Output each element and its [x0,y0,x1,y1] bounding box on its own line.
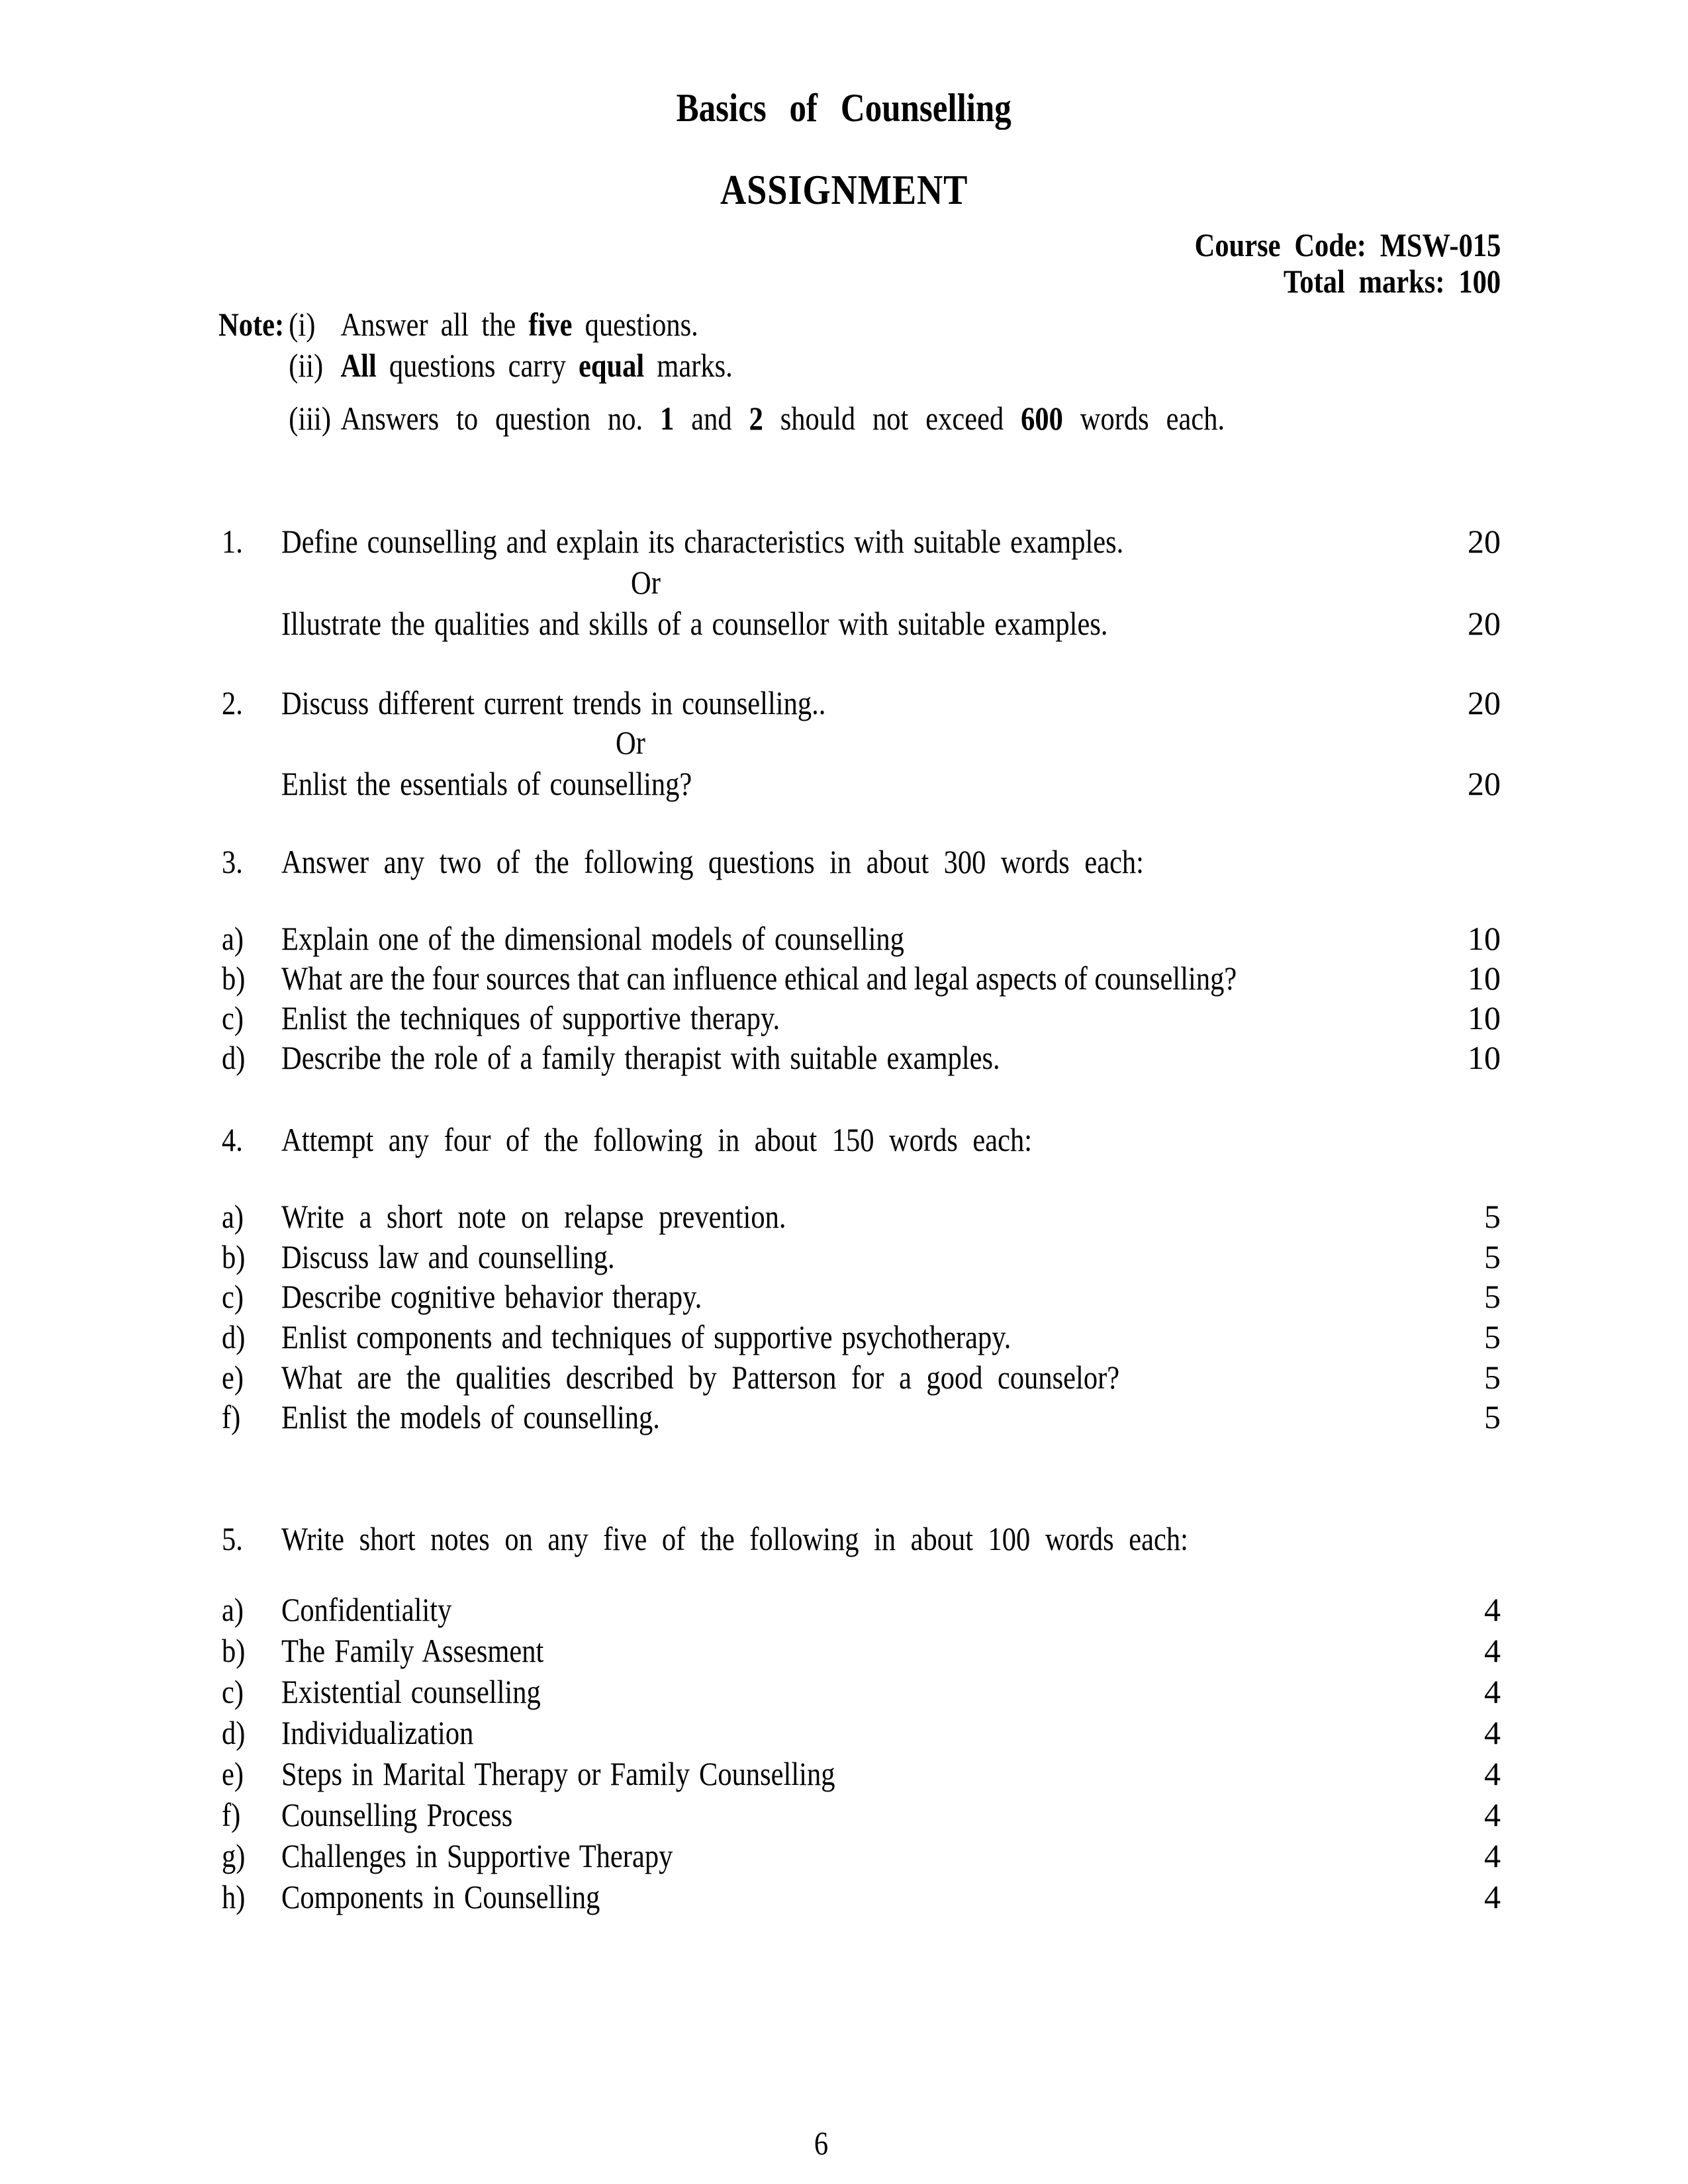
question-3-item-d [0,1040,1688,1082]
note-ii-prefix: (ii) [289,347,324,384]
list-item-marks: 5 [1484,1398,1501,1435]
question-2-number: 2. [222,684,243,721]
question-5-item-b [0,1633,1688,1675]
list-item-marks: 5 [1484,1359,1501,1396]
list-item-text: Steps in Marital Therapy or Family Counselling [281,1755,835,1792]
question-4-item-a [0,1199,1688,1241]
question-4-heading: Attempt any four of the following in about 150 words each: [281,1121,1033,1158]
question-4-item-e [0,1359,1688,1402]
list-item-letter: h) [222,1878,246,1915]
question-2-alt-marks: 20 [1468,765,1501,802]
page-number-text: 6 [814,2124,828,2161]
question-1-row [0,523,1688,566]
list-item-marks: 10 [1468,920,1501,957]
list-item-text: Components in Counselling [281,1878,600,1915]
list-item-text: Individualization [281,1714,474,1751]
list-item-text: Counselling Process [281,1796,513,1833]
list-item-marks: 5 [1484,1318,1501,1355]
list-item-text: Write a short note on relapse prevention. [281,1198,786,1235]
list-item-text: Enlist the models of counselling. [281,1398,660,1435]
question-3-item-c [0,1000,1688,1042]
assignment-heading [0,167,1688,213]
list-item-letter: b) [222,1238,246,1275]
list-item-letter: f) [222,1398,241,1435]
list-item-letter: g) [222,1837,246,1874]
question-4-item-f [0,1399,1688,1441]
question-2-alt-row [0,766,1688,808]
question-3-item-b [0,960,1688,1003]
question-3-heading: Answer any two of the following questions in about 300 words each: [281,843,1144,880]
note-iii-prefix: (iii) [289,400,331,437]
list-item-letter: a) [222,1591,244,1628]
list-item-marks: 4 [1484,1714,1501,1751]
list-item-text: What are the four sources that can influence ethical and legal aspects of counselling? [281,960,1237,997]
list-item-marks: 10 [1468,960,1501,997]
question-5-item-a [0,1592,1688,1634]
note-item-i: Note: (i) Answer all the five questions. [218,306,698,343]
list-item-text: Confidentiality [281,1591,452,1628]
note-item-ii: (ii) All questions carry equal marks. [289,347,733,384]
total-marks-line [1245,263,1501,300]
list-item-marks: 5 [1484,1198,1501,1235]
list-item-letter: b) [222,1632,246,1669]
list-item-text: Existential counselling [281,1673,541,1710]
question-4-heading-row [0,1122,1688,1164]
question-5-number: 5. [222,1520,243,1557]
list-item-text: Explain one of the dimensional models of counselling [281,920,904,957]
list-item-text: What are the qualities described by Patterson for a good counselor? [281,1359,1120,1396]
question-2-text: Discuss different current trends in counselling.. [281,684,826,721]
question-5-heading: Write short notes on any five of the following in about 100 words each: [281,1520,1188,1557]
list-item-letter: f) [222,1796,241,1833]
list-item-text: Challenges in Supportive Therapy [281,1837,673,1874]
course-code-label: Course Code: [1194,226,1366,263]
question-5-item-d [0,1715,1688,1757]
question-4-item-d [0,1319,1688,1361]
list-item-letter: e) [222,1359,244,1396]
question-1-number: 1. [222,523,243,560]
list-item-text: Discuss law and counselling. [281,1238,615,1275]
list-item-marks: 5 [1484,1238,1501,1275]
question-5-item-e [0,1756,1688,1798]
question-3-number: 3. [222,843,243,880]
list-item-letter: c) [222,1673,244,1710]
page-title-text: Basics of Counselling [676,86,1012,130]
question-5-item-g [0,1838,1688,1880]
note-i-prefix: (i) [289,306,316,343]
list-item-marks: 5 [1484,1278,1501,1315]
list-item-text: The Family Assesment [281,1632,544,1669]
list-item-letter: b) [222,960,246,997]
list-item-letter: c) [222,1278,244,1315]
list-item-marks: 4 [1484,1632,1501,1669]
list-item-marks: 10 [1468,999,1501,1036]
list-item-marks: 4 [1484,1591,1501,1628]
course-code-value: MSW-015 [1380,226,1501,263]
question-1-alt-marks: 20 [1468,605,1501,642]
list-item-letter: d) [222,1318,246,1355]
list-item-marks: 4 [1484,1673,1501,1710]
page-number [0,2125,1642,2161]
question-4-item-b [0,1239,1688,1281]
note-item-iii: (iii) Answers to question no. 1 and 2 should not exceed 600 words each. [289,400,1225,437]
question-2-marks: 20 [1468,684,1501,721]
question-1-text: Define counselling and explain its characteristics with suitable examples. [281,523,1124,560]
list-item-letter: c) [222,999,244,1036]
list-item-text: Describe the role of a family therapist with suitable examples. [281,1039,1000,1076]
page-title [0,86,1688,130]
question-4-number: 4. [222,1121,243,1158]
question-1-or-row [0,565,1688,607]
question-5-item-c [0,1674,1688,1716]
list-item-marks: 10 [1468,1039,1501,1076]
note-label: Note: [218,306,285,343]
question-1-marks: 20 [1468,523,1501,560]
question-2-or-row [0,725,1688,767]
question-5-item-f [0,1797,1688,1839]
list-item-letter: a) [222,1198,244,1235]
question-1-alt-row [0,606,1688,648]
or-separator: Or [616,724,645,761]
list-item-marks: 4 [1484,1755,1501,1792]
list-item-text: Describe cognitive behavior therapy. [281,1278,702,1315]
question-3-item-a [0,921,1688,963]
list-item-letter: d) [222,1714,246,1751]
question-4-item-c [0,1279,1688,1321]
question-2-row [0,685,1688,727]
list-item-letter: a) [222,920,244,957]
list-item-letter: e) [222,1755,244,1792]
or-separator: Or [631,564,661,601]
list-item-letter: d) [222,1039,246,1076]
question-5-item-h [0,1879,1688,1921]
question-5-heading-row [0,1521,1688,1563]
list-item-text: Enlist the techniques of supportive therapy. [281,999,780,1036]
assignment-heading-text: ASSIGNMENT [720,166,968,213]
list-item-marks: 4 [1484,1878,1501,1915]
question-2-alt-text: Enlist the essentials of counselling? [281,765,692,802]
question-3-heading-row [0,844,1688,886]
list-item-marks: 4 [1484,1837,1501,1874]
course-code-line [1141,227,1501,263]
total-marks-label: Total marks: [1283,263,1445,300]
question-1-alt-text: Illustrate the qualities and skills of a counsellor with suitable examples. [281,605,1108,642]
list-item-marks: 4 [1484,1796,1501,1833]
list-item-text: Enlist components and techniques of supportive psychotherapy. [281,1318,1011,1355]
total-marks-value: 100 [1458,263,1501,300]
